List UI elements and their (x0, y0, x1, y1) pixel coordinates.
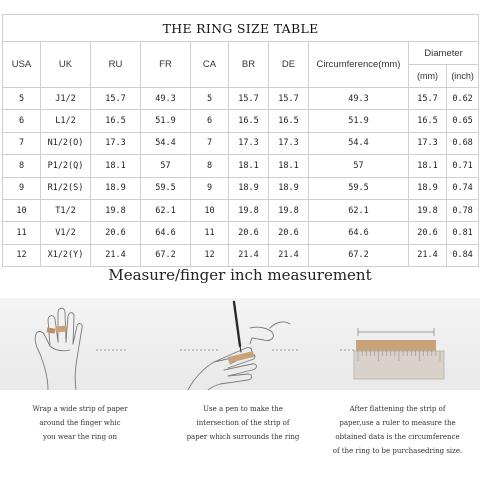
cell-uk: V1/2 (41, 222, 91, 244)
cell-ca: 11 (191, 222, 229, 244)
cell-fr: 67.2 (141, 244, 191, 266)
cell-br: 17.3 (229, 132, 269, 154)
cell-ca: 7 (191, 132, 229, 154)
step-1-line-2: around the finger whic (39, 419, 121, 427)
cell-fr: 62.1 (141, 199, 191, 221)
unit-inch: (inch) (447, 65, 479, 88)
cell-usa: 12 (3, 244, 41, 266)
cell-br: 16.5 (229, 110, 269, 132)
cell-diameter-mm: 19.8 (409, 199, 447, 221)
illustration-band (0, 298, 480, 390)
step-3-illustration (340, 298, 470, 390)
cell-ca: 5 (191, 88, 229, 110)
cell-diameter-mm: 21.4 (409, 244, 447, 266)
cell-circumference: 62.1 (309, 199, 409, 221)
paper-strip (228, 351, 255, 363)
table-row (3, 110, 479, 132)
table-row (3, 199, 479, 221)
table-row (3, 132, 479, 154)
unit-mm: (mm) (409, 65, 447, 88)
cell-uk: N1/2(O) (41, 132, 91, 154)
cell-br: 15.7 (229, 88, 269, 110)
cell-uk: X1/2(Y) (41, 244, 91, 266)
cell-ru: 21.4 (91, 244, 141, 266)
step-3-line-4: of the ring to be purchasedring size. (332, 447, 463, 455)
cell-ru: 17.3 (91, 132, 141, 154)
hand-with-paper-strip-icon (18, 298, 128, 390)
cell-circumference: 54.4 (309, 132, 409, 154)
header-ru: RU (91, 42, 141, 88)
cell-ca: 9 (191, 177, 229, 199)
header-usa: USA (3, 42, 41, 88)
cell-de: 21.4 (269, 244, 309, 266)
cell-diameter-mm: 18.9 (409, 177, 447, 199)
cell-usa: 8 (3, 155, 41, 177)
cell-usa: 9 (3, 177, 41, 199)
cell-diameter-inch: 0.71 (447, 155, 479, 177)
header-fr: FR (141, 42, 191, 88)
cell-usa: 10 (3, 199, 41, 221)
cell-diameter-mm: 15.7 (409, 88, 447, 110)
cell-diameter-inch: 0.65 (447, 110, 479, 132)
header-ca: CA (191, 42, 229, 88)
step-2-line-3: paper which surrounds the ring (186, 433, 300, 441)
cell-ru: 18.1 (91, 155, 141, 177)
table-row (3, 88, 479, 110)
step-2-line-2: intersection of the strip of (196, 419, 290, 427)
cell-circumference: 51.9 (309, 110, 409, 132)
header-de: DE (269, 42, 309, 88)
cell-de: 20.6 (269, 222, 309, 244)
hand-with-pen-icon (180, 298, 300, 390)
step-3-line-2: paper,use a ruler to measure the (339, 419, 456, 427)
table-row (3, 177, 479, 199)
step-2-caption (168, 402, 318, 444)
cell-br: 18.9 (229, 177, 269, 199)
cell-circumference: 67.2 (309, 244, 409, 266)
ring-size-table-container (2, 14, 478, 267)
cell-br: 21.4 (229, 244, 269, 266)
cell-br: 19.8 (229, 199, 269, 221)
cell-fr: 49.3 (141, 88, 191, 110)
cell-diameter-inch: 0.68 (447, 132, 479, 154)
cell-circumference: 59.5 (309, 177, 409, 199)
step-1-line-1: Wrap a wide strip of paper (32, 405, 128, 413)
step-3-line-1: After flattening the strip of (349, 405, 446, 413)
cell-usa: 11 (3, 222, 41, 244)
cell-de: 17.3 (269, 132, 309, 154)
cell-fr: 54.4 (141, 132, 191, 154)
cell-fr: 59.5 (141, 177, 191, 199)
cell-de: 15.7 (269, 88, 309, 110)
cell-uk: J1/2 (41, 88, 91, 110)
header-diameter: Diameter (409, 42, 479, 65)
ruler-with-paper-strip-icon (340, 298, 470, 390)
cell-ca: 6 (191, 110, 229, 132)
cell-uk: L1/2 (41, 110, 91, 132)
cell-ru: 19.8 (91, 199, 141, 221)
section-title: Measure/finger inch measurement (108, 266, 372, 284)
cell-diameter-inch: 0.62 (447, 88, 479, 110)
paper-strip (356, 340, 436, 351)
step-3-line-3: obtained data is the circumference (335, 433, 460, 441)
cell-br: 20.6 (229, 222, 269, 244)
cell-ru: 20.6 (91, 222, 141, 244)
table-header-row (3, 42, 479, 65)
step-captions (0, 402, 480, 480)
cell-ru: 15.7 (91, 88, 141, 110)
cell-de: 19.8 (269, 199, 309, 221)
paper-strip (55, 326, 66, 333)
table-row (3, 244, 479, 266)
cell-de: 18.1 (269, 155, 309, 177)
cell-ru: 18.9 (91, 177, 141, 199)
cell-ru: 16.5 (91, 110, 141, 132)
cell-fr: 64.6 (141, 222, 191, 244)
cell-circumference: 49.3 (309, 88, 409, 110)
cell-fr: 57 (141, 155, 191, 177)
cell-circumference: 64.6 (309, 222, 409, 244)
cell-ca: 12 (191, 244, 229, 266)
cell-diameter-mm: 17.3 (409, 132, 447, 154)
table-row (3, 222, 479, 244)
cell-uk: T1/2 (41, 199, 91, 221)
cell-fr: 51.9 (141, 110, 191, 132)
cell-usa: 5 (3, 88, 41, 110)
header-br: BR (229, 42, 269, 88)
step-1-illustration (18, 298, 128, 390)
table-row (3, 155, 479, 177)
cell-diameter-mm: 20.6 (409, 222, 447, 244)
cell-diameter-inch: 0.74 (447, 177, 479, 199)
cell-usa: 6 (3, 110, 41, 132)
table-body (3, 88, 479, 267)
cell-diameter-mm: 16.5 (409, 110, 447, 132)
cell-uk: R1/2(S) (41, 177, 91, 199)
step-2-line-1: Use a pen to make the (203, 405, 283, 413)
step-1-line-3: you wear the ring on (43, 433, 117, 441)
step-1-caption (10, 402, 150, 444)
ring-size-table (2, 14, 479, 267)
cell-diameter-mm: 18.1 (409, 155, 447, 177)
cell-ca: 10 (191, 199, 229, 221)
cell-uk: P1/2(Q) (41, 155, 91, 177)
header-uk: UK (41, 42, 91, 88)
cell-de: 18.9 (269, 177, 309, 199)
cell-de: 16.5 (269, 110, 309, 132)
pen (234, 302, 241, 352)
cell-usa: 7 (3, 132, 41, 154)
cell-ca: 8 (191, 155, 229, 177)
cell-br: 18.1 (229, 155, 269, 177)
table-title: THE RING SIZE TABLE (3, 15, 479, 42)
step-2-illustration (180, 298, 300, 390)
step-3-caption (320, 402, 475, 458)
cell-diameter-inch: 0.78 (447, 199, 479, 221)
cell-circumference: 57 (309, 155, 409, 177)
header-circumference: Circumference(mm) (309, 42, 409, 88)
cell-diameter-inch: 0.81 (447, 222, 479, 244)
cell-diameter-inch: 0.84 (447, 244, 479, 266)
